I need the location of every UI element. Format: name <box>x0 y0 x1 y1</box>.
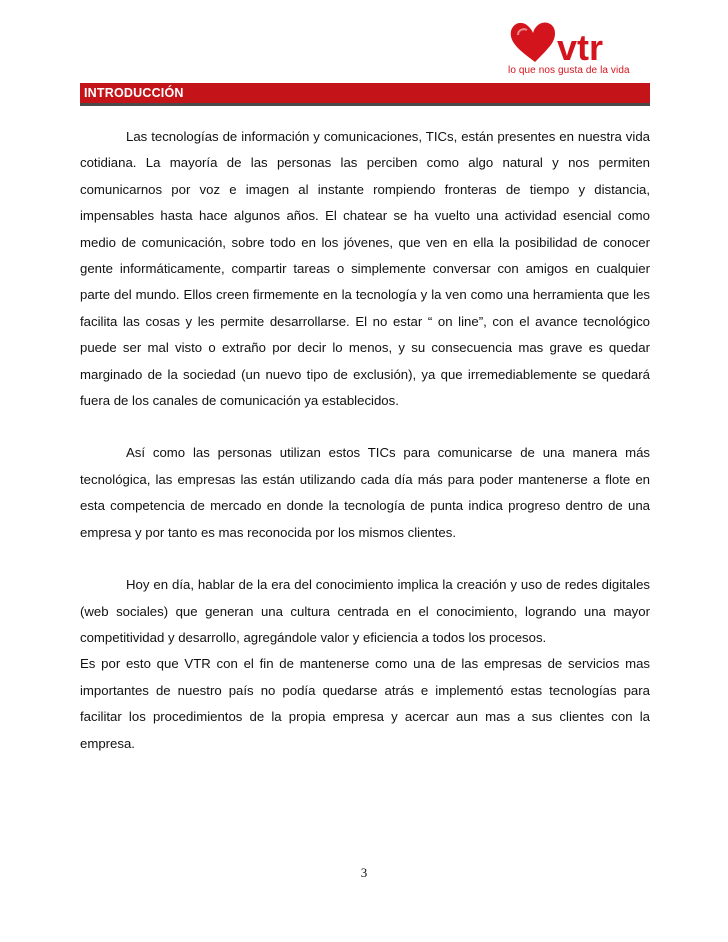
page-number: 3 <box>360 865 368 880</box>
paragraph-knowledge-era: Hoy en día, hablar de la era del conocimiento implica la creación y uso de redes digitales (web sociales) que generan una cultura centrada en el conocimiento, logrando una mayor competitividad y desarrollo, agregándole valor y eficiencia a todos los procesos. <box>80 577 650 645</box>
svg-text:vtr: vtr <box>557 27 604 68</box>
brand-tagline: lo que nos gusta de la vida <box>508 65 630 76</box>
paragraph-companies: Así como las personas utilizan estos TICs para comunicarse de una manera más tecnológica, las empresas las están utilizando cada día más para poder mantenerse a flote en esta competencia de mercado en donde la tecnología de punta indica progreso dentro de una empresa y por tanto es mas reconocida por los mismos clientes. <box>80 445 650 540</box>
section-banner <box>80 83 650 106</box>
document-body <box>80 124 650 757</box>
paragraph-intro: Las tecnologías de información y comunicaciones, TICs, están presentes en nuestra vida cotidiana. La mayoría de las personas las perciben como algo natural y nos permiten comunicarnos por voz e imagen al instante rompiendo fronteras de tiempo y distancia, impensables hasta hace algunos años. El chatear se ha vuelto una actividad esencial como medio de comunicación, sobre todo en los jóvenes, que ven en ella la posibilidad de conocer gente informáticamente, compartir tareas o simplemente conversar con amigos en cualquier parte del mundo. Ellos creen firmemente en la tecnología y la ven como una herramienta que les facilita las cosas y les permite desarrollarse. El no estar “ on line”, con el avance tecnológico puede ser mal visto o extraño por decir lo menos, y su consecuencia mas grave es quedar marginado de la sociedad (un nuevo tipo de exclusión), ya que irremediablemente se quedará fuera de los canales de comunicación ya establecidos. <box>80 129 650 409</box>
paragraph-vtr: Es por esto que VTR con el fin de mantenerse como una de las empresas de servicios mas importantes de nuestro país no podía quedarse atrás e implementó estas tecnologías para facilitar los procedimientos de la propia empresa y acercar aun mas a sus clientes con la empresa. <box>80 656 650 751</box>
section-title: INTRODUCCIÓN <box>84 86 184 100</box>
